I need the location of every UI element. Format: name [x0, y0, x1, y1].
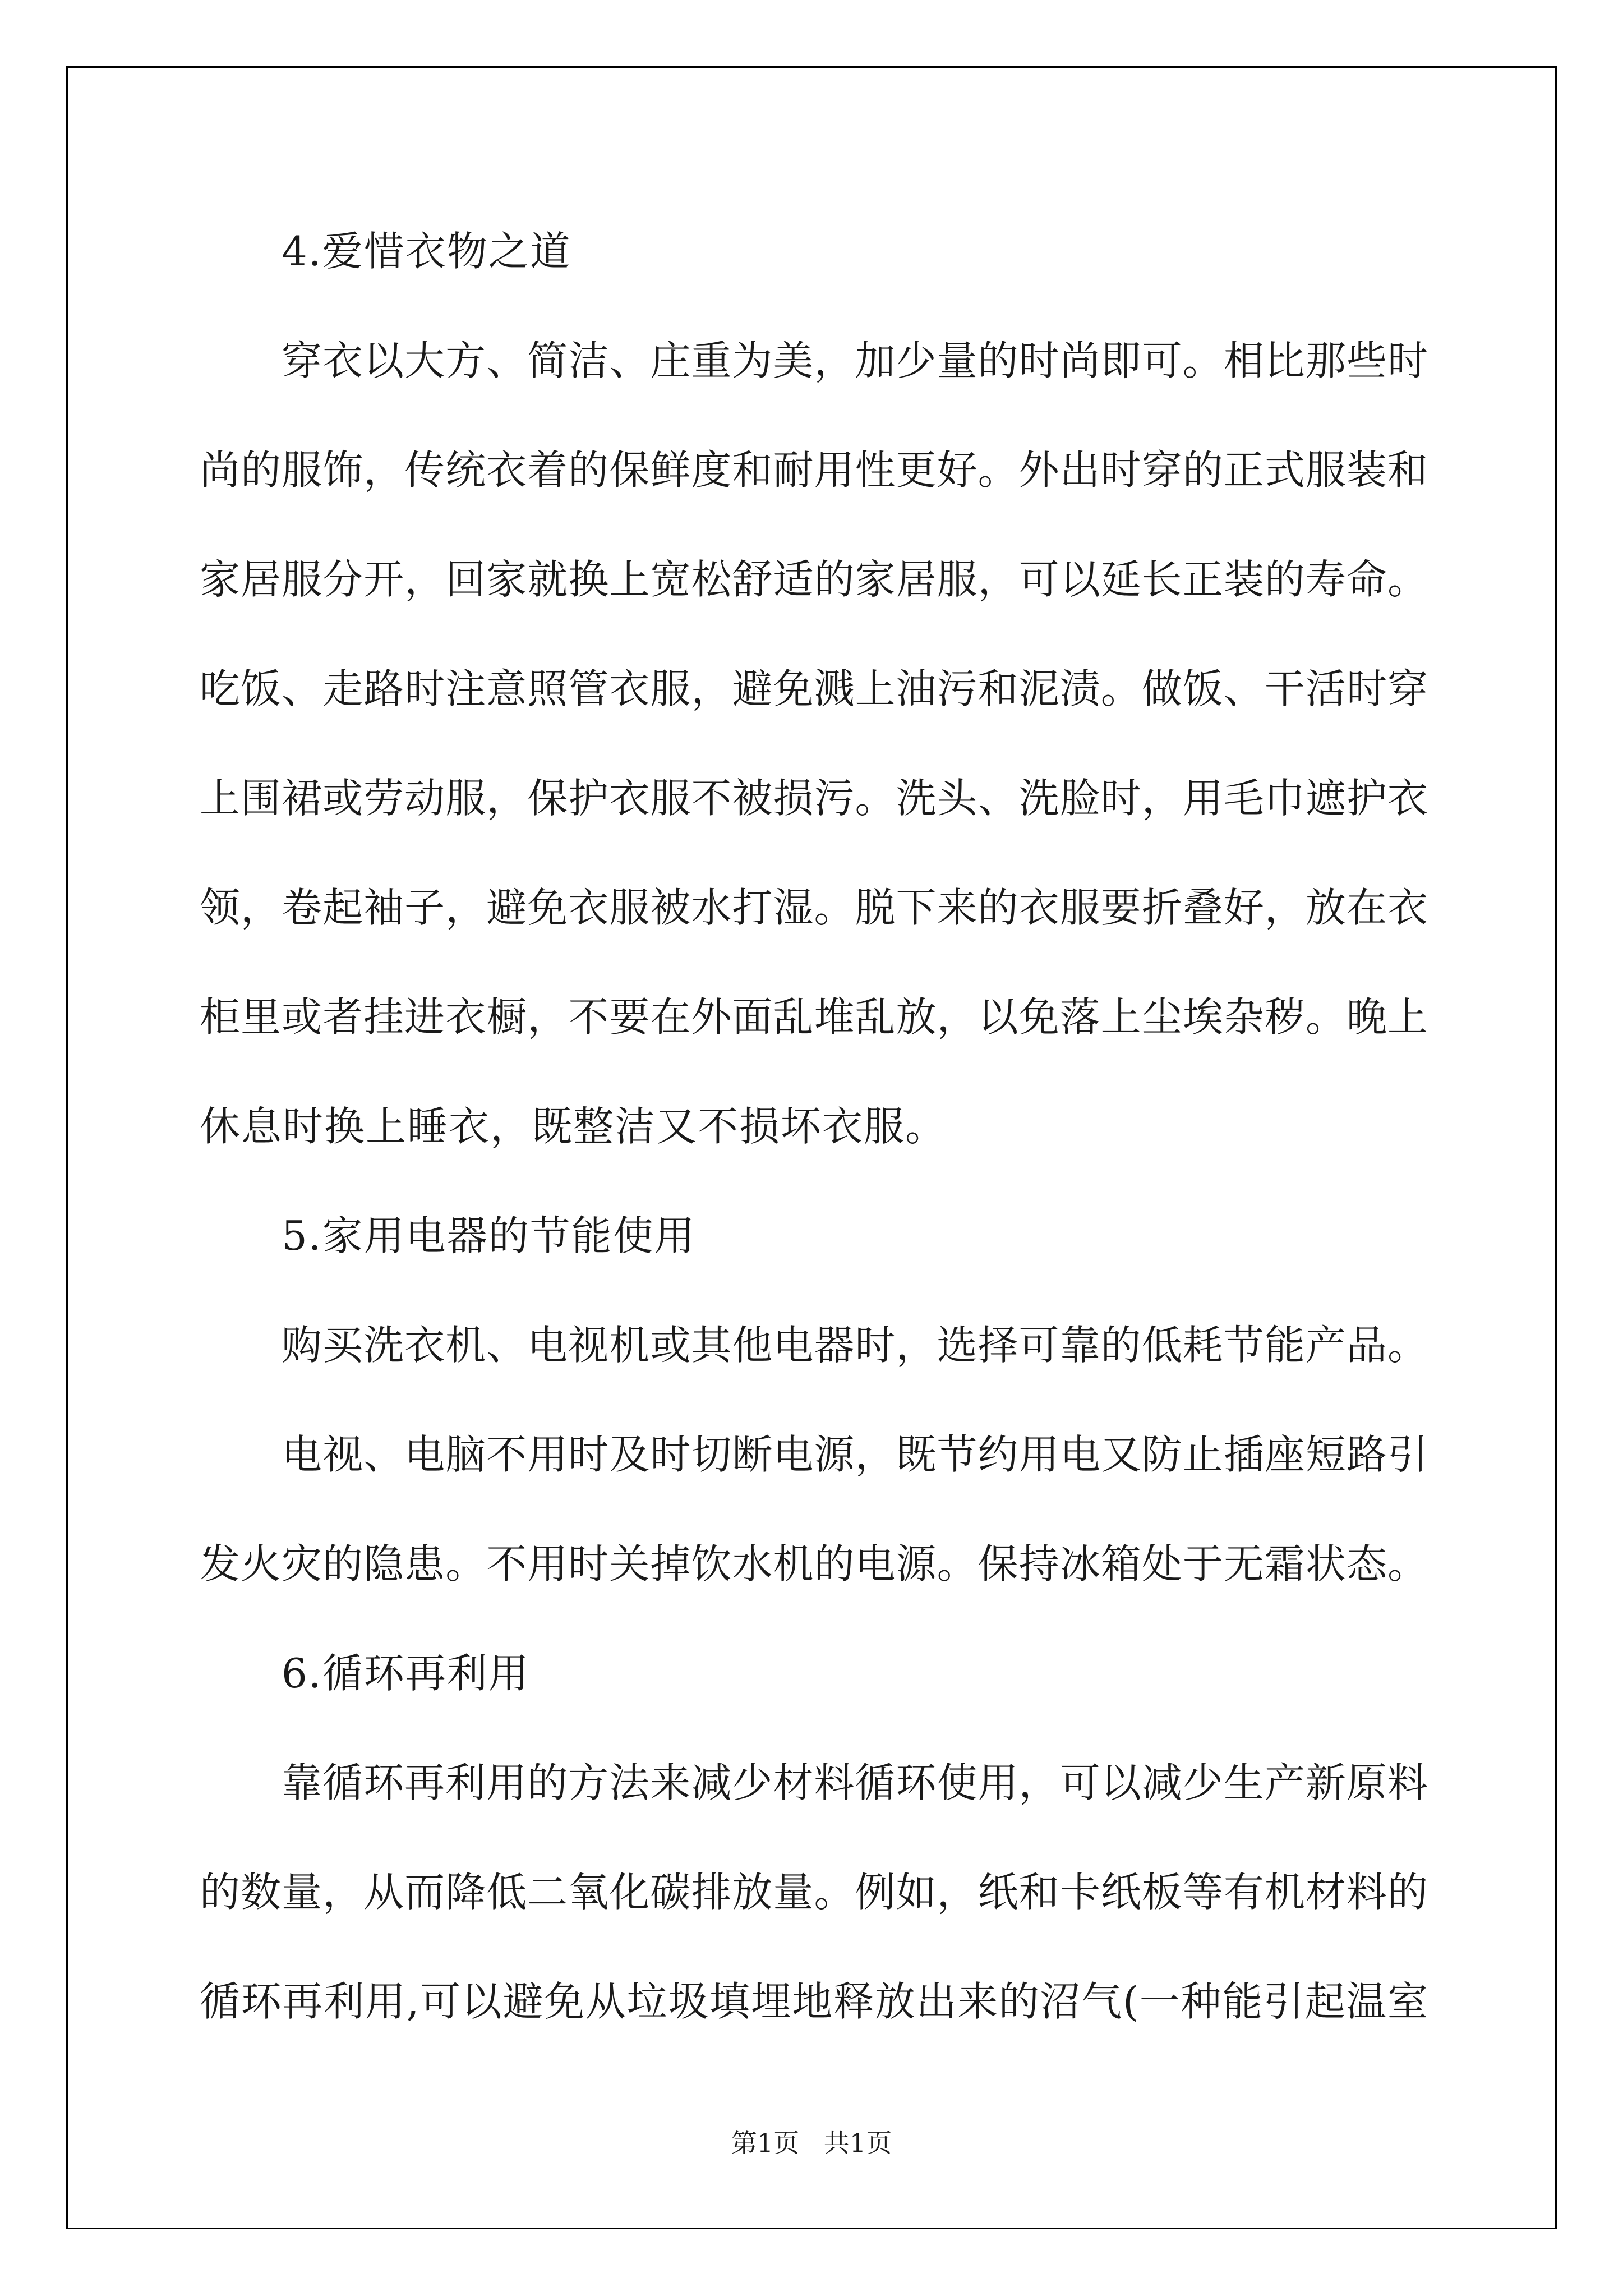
page-footer: 第1页 共1页	[731, 2128, 892, 2158]
text-line: 的数量，从而降低二氧化碳排放量。例如，纸和卡纸板等有机材料的	[200, 1869, 1428, 1916]
text-line: 靠循环再利用的方法来减少材料循环使用，可以减少生产新原料	[282, 1759, 1428, 1806]
text-line: 购买洗衣机、电视机或其他电器时，选择可靠的低耗节能产品。	[282, 1322, 1428, 1369]
text-line: 循环再利用,可以避免从垃圾填埋地释放出来的沼气(一种能引起温室	[200, 1978, 1428, 2025]
text-line: 5.家用电器的节能使用	[282, 1212, 696, 1259]
text-line: 柜里或者挂进衣橱，不要在外面乱堆乱放，以免落上尘埃杂秽。晚上	[200, 993, 1428, 1041]
text-line: 领，卷起袖子，避免衣服被水打湿。脱下来的衣服要折叠好，放在衣	[200, 884, 1428, 931]
document-body	[200, 212, 1428, 2072]
text-line: 电视、电脑不用时及时切断电源，既节约用电又防止插座短路引	[282, 1431, 1428, 1478]
text-line: 尚的服饰，传统衣着的保鲜度和耐用性更好。外出时穿的正式服装和	[200, 447, 1428, 494]
text-line: 家居服分开，回家就换上宽松舒适的家居服，可以延长正装的寿命。	[200, 556, 1428, 603]
text-line: 发火灾的隐患。不用时关掉饮水机的电源。保持冰箱处于无霜状态。	[200, 1540, 1428, 1588]
text-line: 6.循环再利用	[282, 1650, 530, 1697]
text-line: 上围裙或劳动服，保护衣服不被损污。洗头、洗脸时，用毛巾遮护衣	[200, 775, 1428, 822]
text-line: 4.爱惜衣物之道	[282, 228, 571, 275]
text-line: 吃饭、走路时注意照管衣服，避免溅上油污和泥渍。做饭、干活时穿	[200, 665, 1428, 712]
text-line: 穿衣以大方、简洁、庄重为美，加少量的时尚即可。相比那些时	[282, 337, 1428, 384]
text-line: 休息时换上睡衣，既整洁又不损坏衣服。	[200, 1103, 947, 1150]
